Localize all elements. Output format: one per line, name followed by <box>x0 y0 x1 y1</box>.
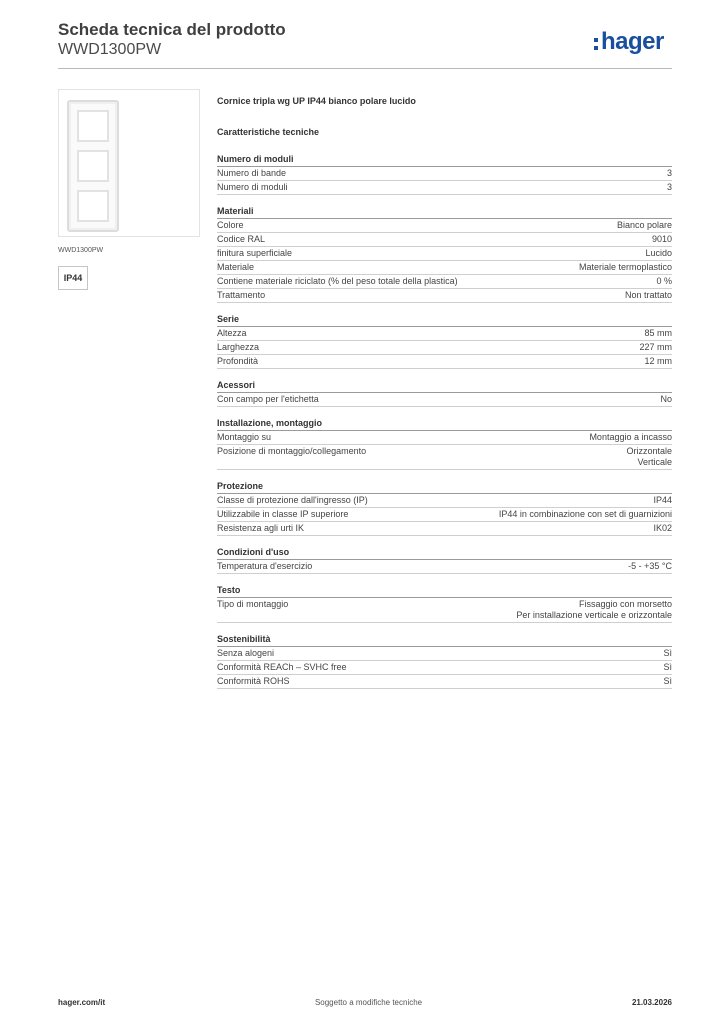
spec-section <box>217 632 672 689</box>
spec-row <box>217 647 672 661</box>
spec-label: Senza alogeni <box>217 648 275 658</box>
spec-row <box>217 289 672 303</box>
spec-row <box>217 560 672 574</box>
section-title: Serie <box>217 312 672 327</box>
spec-label: Larghezza <box>217 342 260 352</box>
footer-notice: Soggetto a modifiche tecniche <box>314 998 423 1007</box>
spec-label: Numero di bande <box>217 168 287 178</box>
spec-value: 0 % <box>656 276 672 286</box>
spec-row <box>217 233 672 247</box>
spec-value: IK02 <box>653 523 672 533</box>
spec-section <box>217 312 672 369</box>
spec-label: Resistenza agli urti IK <box>217 523 305 533</box>
spec-row <box>217 275 672 289</box>
spec-row <box>217 219 672 233</box>
logo-dots-icon <box>594 38 598 50</box>
spec-label: Posizione di montaggio/collegamento <box>217 446 367 456</box>
spec-value: IP44 <box>653 495 672 505</box>
logo-text: hager <box>601 28 664 55</box>
spec-label: Conformità REACh – SVHC free <box>217 662 347 672</box>
spec-value: Lucido <box>645 248 672 258</box>
footer-website-link[interactable]: hager.com/it <box>58 998 106 1007</box>
spec-row <box>217 431 672 445</box>
spec-value: Sì <box>663 662 672 672</box>
spec-section <box>217 545 672 574</box>
section-title: Testo <box>217 583 672 598</box>
header-divider <box>58 68 672 69</box>
spec-label: Trattamento <box>217 290 266 300</box>
spec-section <box>217 479 672 536</box>
spec-value: Montaggio a incasso <box>589 432 672 442</box>
spec-label: Montaggio su <box>217 432 272 442</box>
document-title: Scheda tecnica del prodotto <box>58 20 286 39</box>
spec-value: 3 <box>666 182 672 192</box>
spec-row <box>217 445 672 470</box>
spec-label: Conformità ROHS <box>217 676 290 686</box>
spec-value: Sì <box>663 648 672 658</box>
spec-row <box>217 675 672 689</box>
spec-value: No <box>660 394 672 404</box>
spec-label: Colore <box>217 220 244 230</box>
spec-value: 12 mm <box>644 356 672 366</box>
spec-content <box>217 96 672 698</box>
spec-row <box>217 661 672 675</box>
spec-value: Bianco polare <box>616 220 672 230</box>
image-caption: WWD1300PW <box>58 247 104 254</box>
spec-row <box>217 393 672 407</box>
spec-section <box>217 204 672 303</box>
spec-label: Con campo per l'etichetta <box>217 394 319 404</box>
spec-row <box>217 522 672 536</box>
spec-label: Profondità <box>217 356 259 366</box>
section-title: Acessori <box>217 378 672 393</box>
product-image <box>58 89 200 237</box>
section-title: Protezione <box>217 479 672 494</box>
spec-label: Utilizzabile in classe IP superiore <box>217 509 349 519</box>
spec-row <box>217 327 672 341</box>
ip-rating-badge: IP44 <box>58 266 88 290</box>
spec-section <box>217 583 672 623</box>
spec-value: Orizzontale Verticale <box>626 446 672 467</box>
spec-row <box>217 508 672 522</box>
spec-row <box>217 494 672 508</box>
spec-label: finitura superficiale <box>217 248 293 258</box>
product-sidebar <box>58 89 198 290</box>
section-title: Numero di moduli <box>217 152 672 167</box>
spec-value: Materiale termoplastico <box>578 262 672 272</box>
section-title: Sostenibilità <box>217 632 672 647</box>
spec-section <box>217 152 672 195</box>
triple-frame-illustration <box>67 100 119 232</box>
spec-row <box>217 167 672 181</box>
spec-row <box>217 181 672 195</box>
footer-date: 21.03.2026 <box>631 998 672 1007</box>
spec-label: Altezza <box>217 328 247 338</box>
spec-label: Contiene materiale riciclato (% del peso totale della plastica) <box>217 276 458 286</box>
spec-value: 9010 <box>651 234 672 244</box>
tech-heading: Caratteristiche tecniche <box>217 127 320 137</box>
spec-label: Classe di protezione dall'ingresso (IP) <box>217 495 368 505</box>
spec-value: Fissaggio con morsetto Per installazione verticale e orizzontale <box>516 599 672 620</box>
page-footer <box>58 998 672 1007</box>
spec-value: -5 - +35 °C <box>628 561 672 571</box>
spec-value: 3 <box>666 168 672 178</box>
spec-row <box>217 355 672 369</box>
spec-section <box>217 378 672 407</box>
spec-label: Materiale <box>217 262 255 272</box>
spec-label: Codice RAL <box>217 234 266 244</box>
section-title: Materiali <box>217 204 672 219</box>
spec-value: 85 mm <box>644 328 672 338</box>
spec-sections <box>217 152 672 689</box>
spec-label: Temperatura d'esercizio <box>217 561 313 571</box>
section-title: Installazione, montaggio <box>217 416 672 431</box>
spec-row <box>217 247 672 261</box>
spec-label: Tipo di montaggio <box>217 599 289 609</box>
product-title: Cornice tripla wg UP IP44 bianco polare lucido <box>217 96 416 106</box>
spec-row <box>217 341 672 355</box>
spec-row <box>217 261 672 275</box>
spec-value: Sì <box>663 676 672 686</box>
hager-logo <box>594 28 664 56</box>
spec-row <box>217 598 672 623</box>
spec-label: Numero di moduli <box>217 182 288 192</box>
spec-value: IP44 in combinazione con set di guarnizioni <box>498 509 672 519</box>
document-header <box>58 20 286 60</box>
spec-section <box>217 416 672 470</box>
spec-value: Non trattato <box>624 290 672 300</box>
section-title: Condizioni d'uso <box>217 545 672 560</box>
product-code: WWD1300PW <box>58 41 162 58</box>
spec-value: 227 mm <box>639 342 672 352</box>
